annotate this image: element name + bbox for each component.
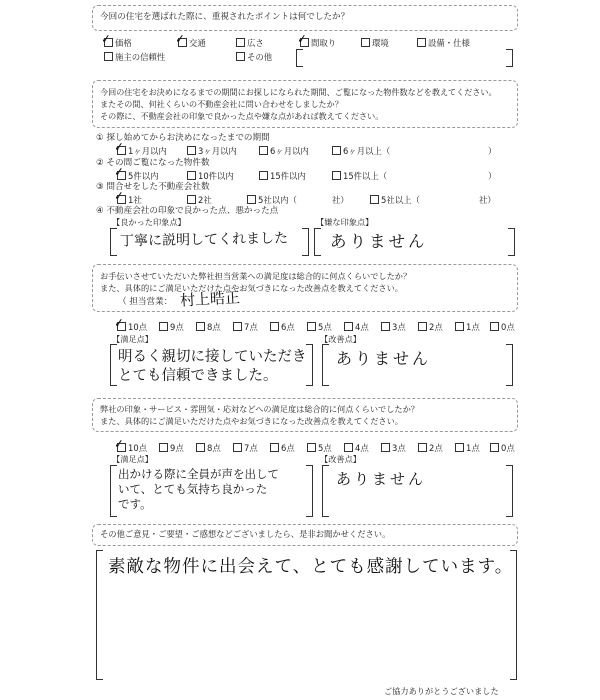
checkbox[interactable] — [332, 171, 341, 180]
checkbox[interactable] — [187, 195, 196, 204]
option-label: 5件以内 — [128, 171, 159, 181]
q3-good-bracket-right — [306, 344, 313, 386]
option-label: 6ヶ月以上（ — [343, 146, 391, 156]
option-label: 価格 — [115, 38, 132, 48]
q2-intro-line-1: 今回の住宅をお決めになるまでの期間にお探しになられた期間、ご覧になった物件数などを教えてください。 — [100, 87, 497, 97]
q3-score-0[interactable] — [490, 321, 515, 333]
q3-score-5[interactable] — [307, 321, 332, 333]
q2-bad-bracket-right — [508, 228, 515, 256]
score-label: 4点 — [355, 322, 369, 332]
q3-score-9[interactable] — [159, 321, 184, 333]
check-mark-icon: ✓ — [296, 31, 308, 47]
score-label: 3点 — [392, 322, 406, 332]
q2-intro-line-3: その際に、不動産会社の印象で良かった点や嫌な点があれば教えてください。 — [100, 111, 384, 121]
checkbox[interactable] — [259, 171, 268, 180]
q2-sub1-over6months[interactable] — [332, 145, 390, 157]
q4-bad-bracket-left — [322, 465, 329, 517]
score-label: 5点 — [318, 322, 332, 332]
option-label: 5社以内（ — [258, 195, 297, 205]
q1-option-other[interactable] — [236, 51, 272, 63]
q2-sub3-label: ③ 問合せをした不動産会社数 — [96, 182, 210, 192]
radio[interactable] — [270, 443, 279, 452]
score-label: 3点 — [392, 443, 406, 453]
q4-good-bracket-right — [306, 465, 313, 517]
q2-good-answer: 丁寧に説明してくれました — [119, 230, 289, 250]
checkbox[interactable] — [236, 38, 245, 47]
q3-intro-line-2: また、具体的にご満足いただけた点やお気づきになった改善点を教えてください。 — [100, 283, 403, 293]
option-label: 3ヶ月以内 — [198, 146, 237, 156]
q5-bracket-left — [96, 550, 103, 680]
q3-score-1[interactable] — [455, 321, 480, 333]
q1-option-equipment[interactable] — [417, 37, 470, 49]
q4-score-0[interactable] — [490, 442, 515, 454]
option-label: 設備・仕様 — [428, 38, 470, 48]
q4-score-2[interactable] — [418, 442, 443, 454]
check-mark-icon: ✓ — [174, 31, 186, 47]
radio[interactable] — [307, 443, 316, 452]
q4-good-answer-line-1: 出かける際に全員が声を出して — [118, 467, 279, 481]
q2-sub1-label: ① 探し始めてからお決めになったまでの期間 — [96, 133, 270, 143]
q4-intro-line-1: 弊社の印象・サービス・雰囲気・応対などへの満足度は総合的に何点くらいでしたか？ — [100, 404, 419, 414]
q3-staff-label: （ 担当営業： — [118, 297, 173, 307]
q2-sub3-over5[interactable] — [370, 194, 420, 206]
radio[interactable] — [196, 443, 205, 452]
q3-score-3[interactable] — [381, 321, 406, 333]
option-label: 1ヶ月以内 — [128, 146, 167, 156]
radio[interactable] — [455, 443, 464, 452]
checkbox[interactable] — [247, 195, 256, 204]
q4-score-4[interactable] — [344, 442, 369, 454]
q3-good-answer-line-1: 明るく親切に接していただき — [118, 349, 307, 365]
q3-bad-bracket-left — [322, 344, 329, 386]
q2-good-label: 【良かった印象点】 — [112, 217, 186, 227]
q3-good-label: 【満足点】 — [112, 334, 153, 344]
option-label: 6ヶ月以内 — [270, 146, 309, 156]
score-label: 2点 — [429, 322, 443, 332]
q2-intro-line-2: またその間、何社くらいの不動産会社に問い合わせをしましたか？ — [100, 99, 343, 109]
q3-good-bracket-left — [110, 344, 117, 386]
q2-sub2-label: ② その間ご覧になった物件数 — [96, 158, 210, 168]
score-label: 1点 — [466, 322, 480, 332]
score-label: 1点 — [466, 443, 480, 453]
option-label: 15件以内 — [270, 171, 306, 181]
q2-sub1-6months[interactable] — [259, 145, 309, 157]
q4-bad-bracket-right — [506, 465, 513, 517]
score-label: 6点 — [281, 443, 295, 453]
radio[interactable] — [270, 322, 279, 331]
score-label: 7点 — [244, 443, 258, 453]
check-mark-icon: ✓ — [100, 31, 112, 47]
q3-staff-name: 村上晧正 — [179, 288, 241, 310]
check-mark-icon: ✓ — [113, 436, 125, 452]
radio[interactable] — [196, 322, 205, 331]
check-mark-icon: ✓ — [113, 164, 125, 180]
radio[interactable] — [344, 443, 353, 452]
radio[interactable] — [490, 443, 499, 452]
radio[interactable] — [233, 443, 242, 452]
radio[interactable] — [455, 322, 464, 331]
checkbox[interactable] — [187, 146, 196, 155]
score-label: 4点 — [355, 443, 369, 453]
q4-score-7[interactable] — [233, 442, 258, 454]
q2-sub3-over5-close: 社） — [479, 195, 496, 205]
radio[interactable] — [418, 443, 427, 452]
option-label: 広さ — [247, 38, 264, 48]
radio[interactable] — [159, 322, 168, 331]
q5-answer: 素敵な物件に出会えて、とても感謝しています。 — [108, 557, 514, 577]
q4-intro-line-2: また、具体的にご満足いただけた点やお気づきになった改善点を教えてください。 — [100, 416, 403, 426]
radio[interactable] — [159, 443, 168, 452]
q2-sub3-within5-close: 社） — [332, 195, 349, 205]
radio[interactable] — [418, 322, 427, 331]
q3-bad-answer: ありません — [336, 349, 432, 368]
check-mark-icon: ✓ — [113, 139, 125, 155]
q1-question: 今回の住宅を選ばれた際に、重視されたポイントは何でしたか？ — [100, 12, 350, 22]
q3-bad-label: 【改善点】 — [320, 334, 361, 344]
score-label: 9点 — [170, 443, 184, 453]
option-label: 1社 — [128, 195, 142, 205]
score-label: 7点 — [244, 322, 258, 332]
score-label: 0点 — [501, 322, 515, 332]
q2-sub1-close: ） — [488, 146, 497, 156]
checkbox[interactable] — [417, 38, 426, 47]
option-label: 施主の信頼性 — [115, 52, 166, 62]
option-label: 環境 — [372, 38, 389, 48]
q4-score-1[interactable] — [455, 442, 480, 454]
q3-score-4[interactable] — [344, 321, 369, 333]
q1-option-size[interactable] — [236, 37, 264, 49]
q3-good-answer-line-2: とても信頼できました。 — [118, 368, 278, 384]
option-label: その他 — [247, 52, 273, 62]
radio[interactable] — [490, 322, 499, 331]
radio[interactable] — [344, 322, 353, 331]
score-label: 2点 — [429, 443, 443, 453]
q3-score-7[interactable] — [233, 321, 258, 333]
q4-good-label: 【満足点】 — [112, 454, 153, 464]
q2-bad-label: 【嫌な印象点】 — [316, 217, 374, 227]
option-label: 間取り — [311, 38, 337, 48]
q2-good-bracket-left — [110, 228, 117, 256]
q5-question: その他ご意見・ご要望・ご感想などございましたら、是非お聞かせください。 — [100, 529, 391, 539]
q3-score-8[interactable] — [196, 321, 221, 333]
q3-score-2[interactable] — [418, 321, 443, 333]
q2-sub2-close: ） — [488, 171, 497, 181]
q1-option-environment[interactable] — [361, 37, 389, 49]
score-label: 8点 — [207, 443, 221, 453]
checkbox[interactable] — [332, 146, 341, 155]
option-label: 2社 — [198, 195, 212, 205]
q4-score-9[interactable] — [159, 442, 184, 454]
q1-other-bracket-right — [506, 49, 513, 67]
score-label: 8点 — [207, 322, 221, 332]
q4-score-6[interactable] — [270, 442, 295, 454]
q1-other-bracket-left — [296, 49, 303, 67]
score-label: 0点 — [501, 443, 515, 453]
score-label: 6点 — [281, 322, 295, 332]
radio[interactable] — [381, 322, 390, 331]
q2-sub2-over15[interactable] — [332, 170, 387, 182]
q4-score-8[interactable] — [196, 442, 221, 454]
check-mark-icon: ✓ — [113, 188, 125, 204]
q2-bad-bracket-left — [314, 228, 321, 256]
checkbox[interactable] — [370, 195, 379, 204]
option-label: 交通 — [189, 38, 206, 48]
q1-option-builder-trust[interactable] — [104, 51, 165, 63]
score-label: 9点 — [170, 322, 184, 332]
score-label: 10点 — [128, 443, 148, 453]
q4-score-3[interactable] — [381, 442, 406, 454]
check-mark-icon: ✓ — [113, 315, 125, 331]
q4-bad-label: 【改善点】 — [320, 454, 361, 464]
q4-score-5[interactable] — [307, 442, 332, 454]
option-label: 15件以上（ — [343, 171, 388, 181]
checkbox[interactable] — [187, 171, 196, 180]
checkbox[interactable] — [104, 52, 113, 61]
checkbox[interactable] — [236, 52, 245, 61]
option-label: 10件以内 — [198, 171, 234, 181]
q2-bad-answer: ありません — [330, 232, 428, 251]
radio[interactable] — [381, 443, 390, 452]
radio[interactable] — [233, 322, 242, 331]
q3-intro-line-1: お手伝いさせていただいた弊社担当営業への満足度は総合的に何点くらいでしたか？ — [100, 271, 412, 281]
q2-sub1-3months[interactable] — [187, 145, 237, 157]
checkbox[interactable] — [259, 146, 268, 155]
q3-score-6[interactable] — [270, 321, 295, 333]
q2-sub2-15[interactable] — [259, 170, 306, 182]
option-label: 5社以上（ — [381, 195, 420, 205]
q4-bad-answer: ありません — [336, 470, 427, 488]
score-label: 10点 — [128, 322, 148, 332]
score-label: 5点 — [318, 443, 332, 453]
footer-thanks: ご協力ありがとうございました — [384, 686, 499, 696]
q2-sub4-label: ④ 不動産会社の印象で良かった点、悪かった点 — [96, 206, 279, 216]
q4-good-answer-line-2: いて、とても気持ち良かった — [118, 482, 268, 496]
q2-good-bracket-right — [302, 228, 309, 256]
q4-good-bracket-left — [110, 465, 117, 517]
checkbox[interactable] — [361, 38, 370, 47]
q4-good-answer-line-3: です。 — [118, 497, 152, 511]
radio[interactable] — [307, 322, 316, 331]
q3-bad-bracket-right — [506, 344, 513, 386]
